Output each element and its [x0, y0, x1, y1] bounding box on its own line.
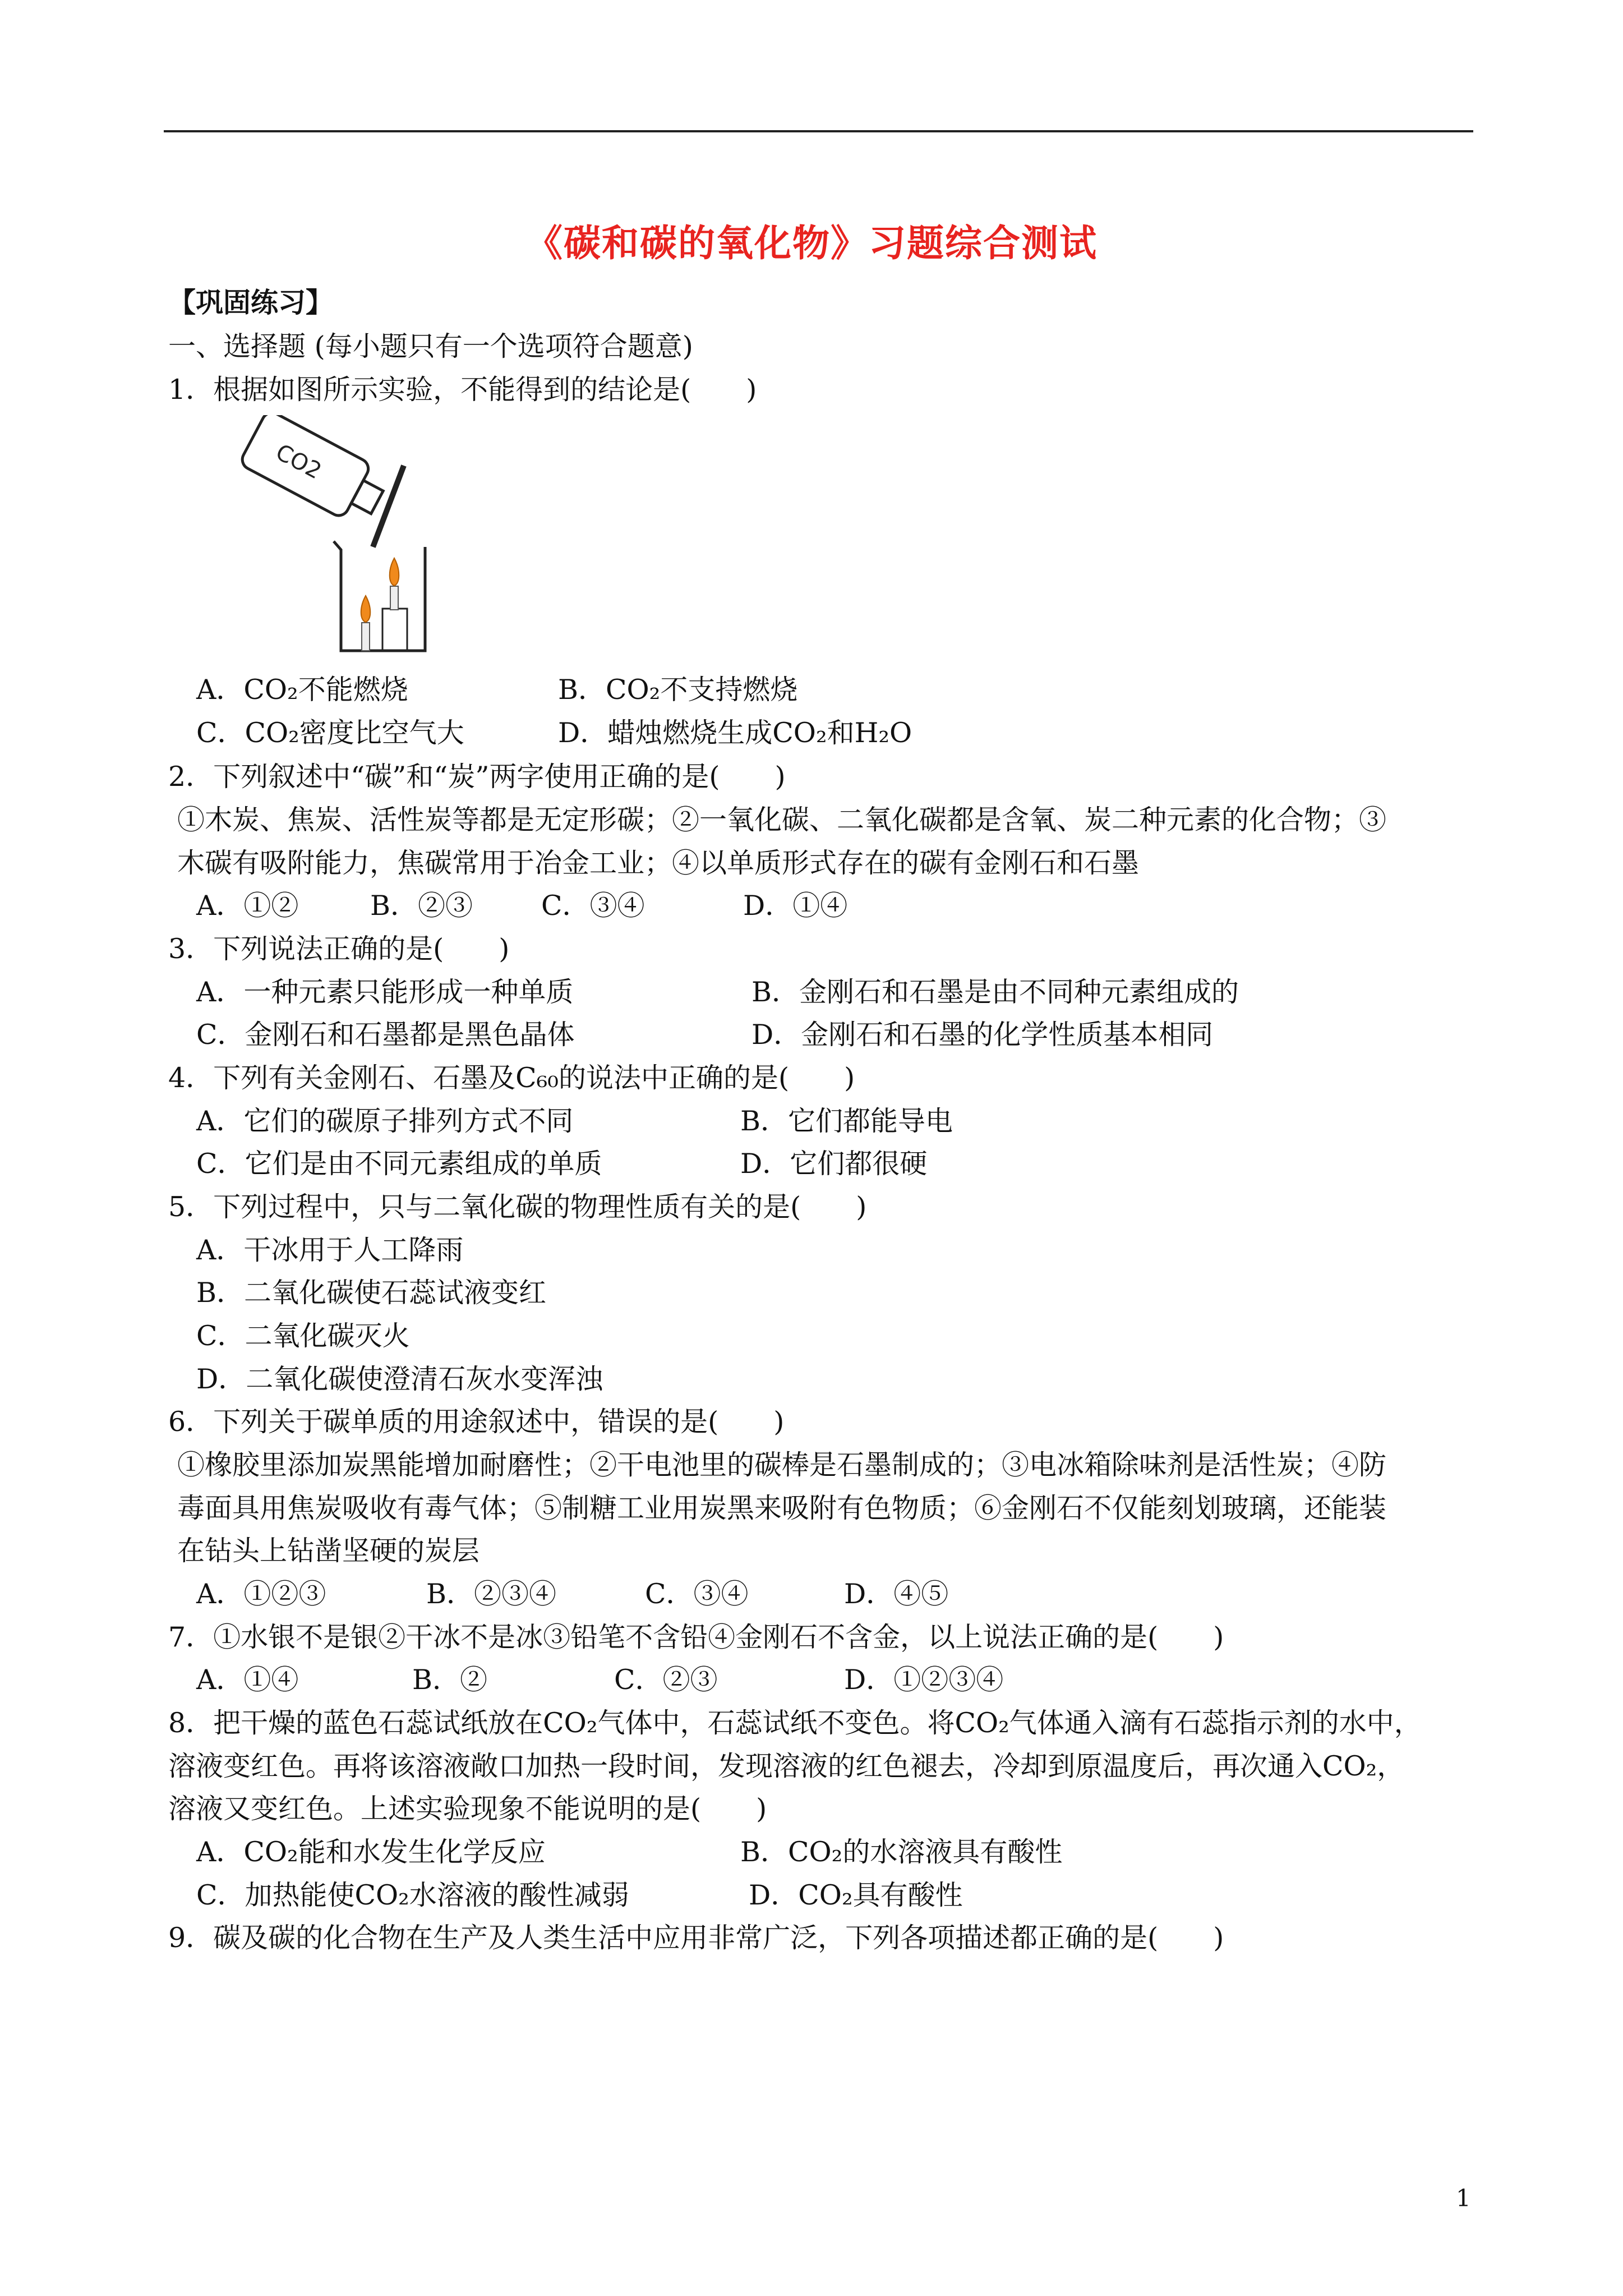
text-line: A．干冰用于人工降雨	[196, 1234, 464, 1266]
text-line: 9．碳及碳的化合物在生产及人类生活中应用非常广泛，下列各项描述都正确的是( )	[168, 1922, 1224, 1954]
text-line: D．CO₂具有酸性	[749, 1879, 963, 1911]
text-line: C．金刚石和石墨都是黑色晶体	[196, 1019, 575, 1051]
text-line: D．①②③④	[844, 1664, 1004, 1696]
section-heading: 【巩固练习】	[168, 287, 334, 319]
text-line: B．二氧化碳使石蕊试液变红	[196, 1277, 547, 1309]
text-line: ①木炭、焦炭、活性炭等都是无定形碳；②一氧化碳、二氧化碳都是含氧、炭二种元素的化合物；③	[177, 804, 1387, 836]
text-line: A．一种元素只能形成一种单质	[196, 976, 574, 1008]
text-line: 5．下列过程中，只与二氧化碳的物理性质有关的是( )	[168, 1191, 867, 1223]
text-line: D．金刚石和石墨的化学性质基本相同	[751, 1019, 1214, 1051]
text-line: D．蜡烛燃烧生成CO₂和H₂O	[558, 717, 912, 749]
text-line: 2．下列叙述中“碳”和“炭”两字使用正确的是( )	[168, 761, 786, 793]
text-line: C．③④	[645, 1578, 749, 1610]
text-line: A．①②③	[196, 1578, 326, 1610]
text-line: 6．下列关于碳单质的用途叙述中，错误的是( )	[168, 1406, 785, 1438]
bottle-label: CO2	[271, 439, 326, 485]
candle-tall-icon	[390, 586, 398, 610]
text-line: C．②③	[614, 1664, 718, 1696]
text-line: A．①④	[196, 1664, 299, 1696]
text-line: 毒面具用焦炭吸收有毒气体；⑤制糖工业用炭黑来吸附有色物质；⑥金刚石不仅能刻划玻璃，还能装	[177, 1492, 1387, 1524]
co2-beaker-candle-diagram	[236, 415, 437, 662]
text-line: D．二氧化碳使澄清石灰水变浑浊	[196, 1363, 603, 1395]
text-line: D．①④	[743, 890, 848, 922]
text-line: 1．根据如图所示实验，不能得到的结论是( )	[168, 374, 757, 406]
text-line: 在钻头上钻凿坚硬的炭层	[177, 1535, 480, 1567]
text-line: A．①②	[196, 890, 299, 922]
text-line: D．④⑤	[844, 1578, 949, 1610]
beaker-icon	[334, 541, 425, 651]
text-line: 8．把干燥的蓝色石蕊试纸放在CO₂气体中，石蕊试纸不变色。将CO₂气体通入滴有石蕊指示剂的水中，	[168, 1707, 1422, 1739]
candle-short-icon	[362, 623, 370, 651]
flame-short-icon	[361, 596, 371, 622]
flame-tall-icon	[390, 558, 399, 586]
text-line: B．它们都能导电	[740, 1105, 953, 1137]
text-line: 木碳有吸附能力，焦碳常用于冶金工业；④以单质形式存在的碳有金刚石和石墨	[177, 847, 1140, 879]
text-line: C．加热能使CO₂水溶液的酸性减弱	[196, 1879, 629, 1911]
text-line: B．金刚石和石墨是由不同种元素组成的	[751, 976, 1239, 1008]
header-rule	[164, 130, 1473, 132]
text-line: D．它们都很硬	[740, 1148, 928, 1180]
text-line: C．二氧化碳灭火	[196, 1320, 410, 1352]
text-line: C．CO₂密度比空气大	[196, 717, 464, 749]
text-line: B．②	[412, 1664, 488, 1696]
experiment-figure	[236, 415, 437, 664]
text-line: A．CO₂能和水发生化学反应	[196, 1836, 546, 1868]
text-line: B．CO₂的水溶液具有酸性	[740, 1836, 1063, 1868]
text-line: B．CO₂不支持燃烧	[558, 674, 798, 706]
text-line: 溶液又变红色。上述实验现象不能说明的是( )	[168, 1793, 767, 1825]
glass-rod-icon	[373, 466, 404, 547]
text-line: 7．①水银不是银②干冰不是冰③铅笔不含铅④金刚石不含金，以上说法正确的是( )	[168, 1621, 1224, 1653]
text-line: B．②③④	[426, 1578, 557, 1610]
text-line: C．③④	[541, 890, 645, 922]
page-number: 1	[1456, 2184, 1471, 2212]
co2-bottle-icon	[239, 415, 391, 530]
part-heading: 一、选择题 (每小题只有一个选项符合题意)	[168, 330, 693, 362]
text-line: 3．下列说法正确的是( )	[168, 933, 510, 965]
text-line: ①橡胶里添加炭黑能增加耐磨性；②干电池里的碳棒是石墨制成的；③电冰箱除味剂是活性炭；④防	[177, 1449, 1387, 1481]
text-line: B．②③	[370, 890, 473, 922]
text-line: C．它们是由不同元素组成的单质	[196, 1148, 602, 1180]
text-line: 溶液变红色。再将该溶液敞口加热一段时间，发现溶液的红色褪去，冷却到原温度后，再次通入CO₂，	[168, 1750, 1405, 1782]
text-line: 4．下列有关金刚石、石墨及C₆₀的说法中正确的是( )	[168, 1062, 855, 1094]
page-title: 《碳和碳的氧化物》习题综合测试	[525, 222, 1098, 265]
text-line: A．它们的碳原子排列方式不同	[196, 1105, 574, 1137]
text-line: A．CO₂不能燃烧	[196, 674, 408, 706]
